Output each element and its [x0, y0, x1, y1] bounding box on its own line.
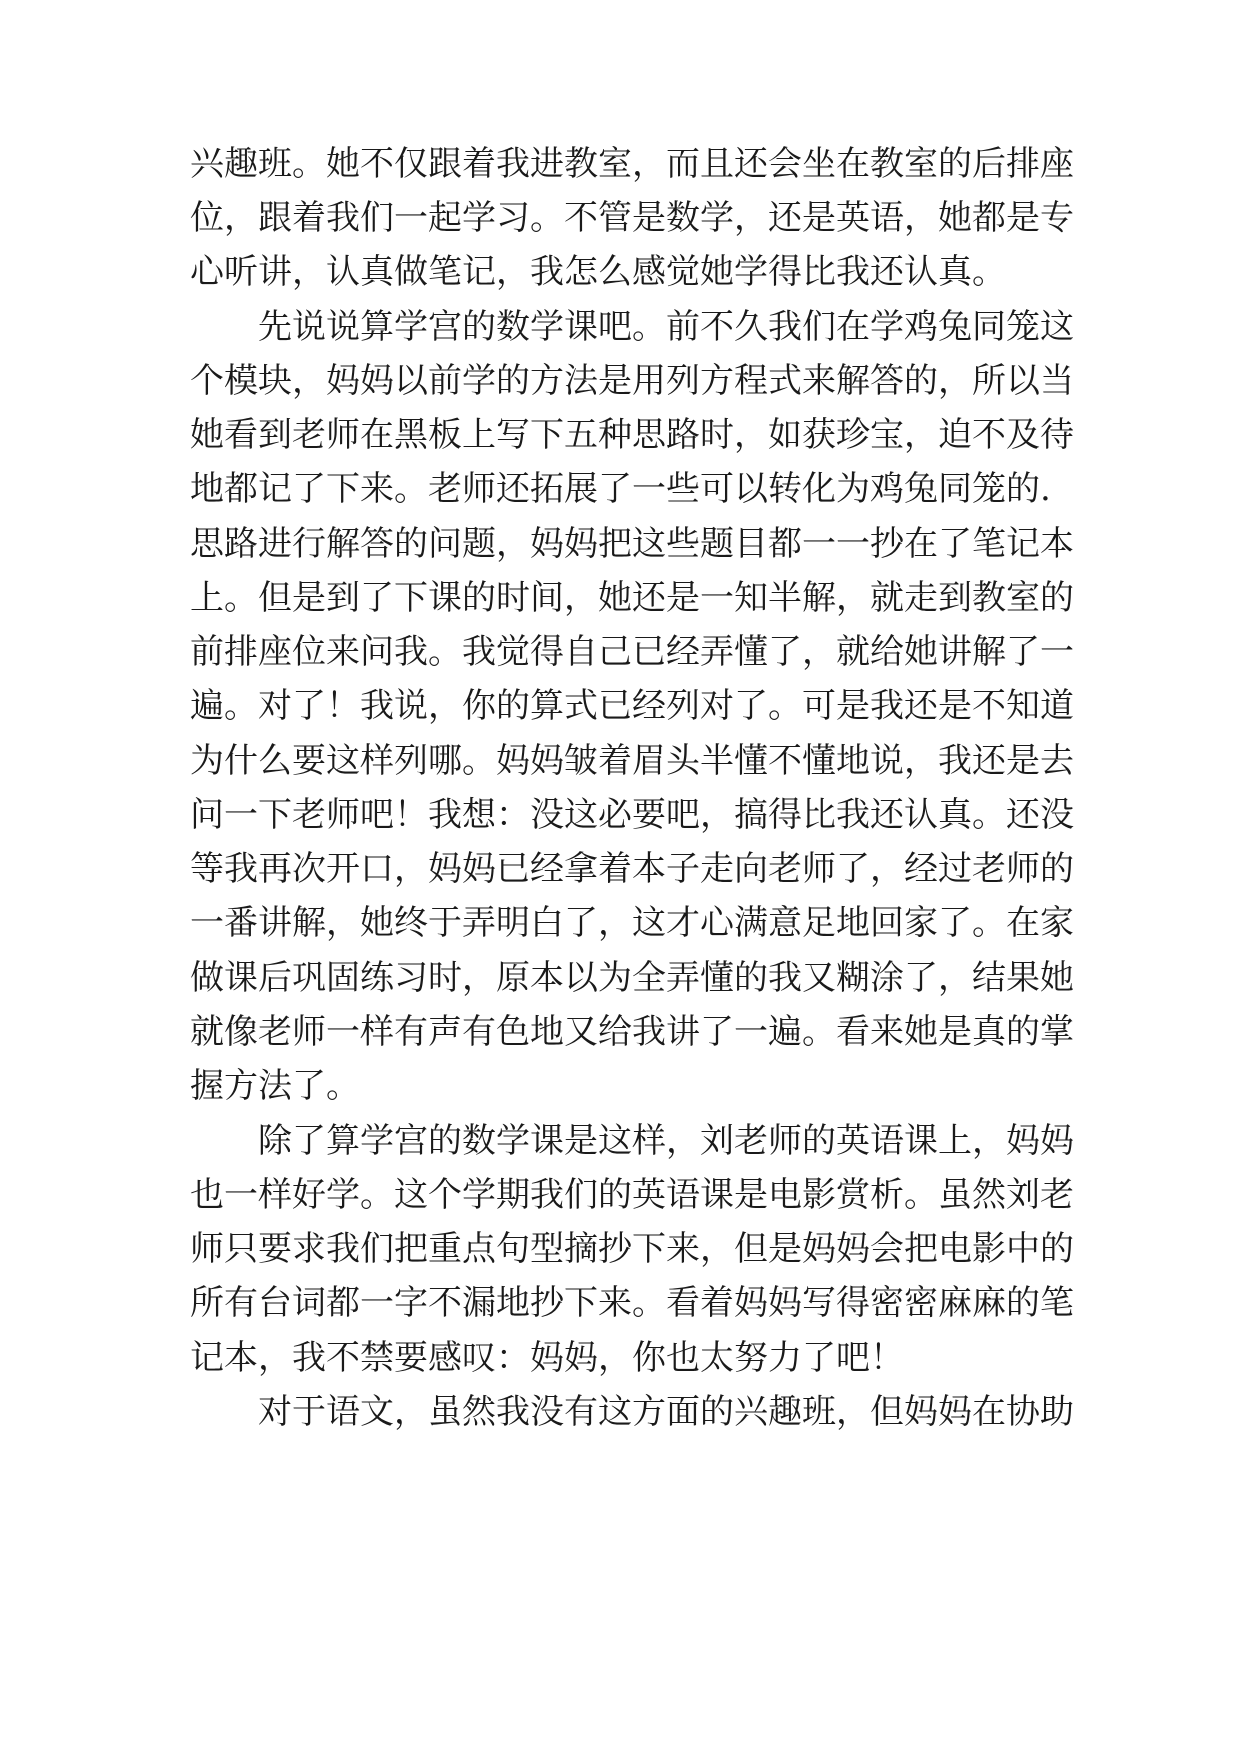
- text-line: 思路进行解答的问题，妈妈把这些题目都一一抄在了笔记本: [190, 524, 1074, 564]
- text-line: 做课后巩固练习时，原本以为全弄懂的我又糊涂了，结果她: [190, 958, 1074, 998]
- text-line: 也一样好学。这个学期我们的英语课是电影赏析。虽然刘老: [190, 1175, 1074, 1215]
- text-line: 前排座位来问我。我觉得自己已经弄懂了，就给她讲解了一: [190, 632, 1074, 672]
- text-line: 等我再次开口，妈妈已经拿着本子走向老师了，经过老师的: [190, 849, 1074, 889]
- text-line: 就像老师一样有声有色地又给我讲了一遍。看来她是真的掌: [190, 1012, 1074, 1052]
- text-line: 心听讲，认真做笔记，我怎么感觉她学得比我还认真。: [190, 252, 1006, 292]
- text-line: 所有台词都一字不漏地抄下来。看着妈妈写得密密麻麻的笔: [190, 1283, 1074, 1323]
- text-line: 地都记了下来。老师还拓展了一些可以转化为鸡兔同笼的.: [190, 469, 1051, 509]
- text-line: 师只要求我们把重点句型摘抄下来，但是妈妈会把电影中的: [190, 1229, 1074, 1269]
- text-line: 握方法了。: [190, 1066, 360, 1106]
- text-line: 个模块，妈妈以前学的方法是用列方程式来解答的，所以当: [190, 361, 1074, 401]
- text-line: 位，跟着我们一起学习。不管是数学，还是英语，她都是专: [190, 198, 1074, 238]
- paragraph-first-line: 先说说算学宫的数学课吧。前不久我们在学鸡兔同笼这: [258, 307, 1074, 347]
- text-line: 兴趣班。她不仅跟着我进教室，而且还会坐在教室的后排座: [190, 144, 1074, 184]
- paragraph-first-line: 除了算学宫的数学课是这样，刘老师的英语课上，妈妈: [258, 1121, 1074, 1161]
- text-line: 记本，我不禁要感叹：妈妈，你也太努力了吧！: [190, 1338, 904, 1378]
- paragraph-first-line: 对于语文，虽然我没有这方面的兴趣班，但妈妈在协助: [258, 1392, 1074, 1432]
- text-line: 为什么要这样列哪。妈妈皱着眉头半懂不懂地说，我还是去: [190, 741, 1074, 781]
- text-line: 她看到老师在黑板上写下五种思路时，如获珍宝，迫不及待: [190, 415, 1074, 455]
- text-line: 上。但是到了下课的时间，她还是一知半解，就走到教室的: [190, 578, 1074, 618]
- text-line: 一番讲解，她终于弄明白了，这才心满意足地回家了。在家: [190, 903, 1074, 943]
- text-line: 遍。对了！我说，你的算式已经列对了。可是我还是不知道: [190, 686, 1074, 726]
- text-line: 问一下老师吧！我想：没这必要吧，搞得比我还认真。还没: [190, 795, 1074, 835]
